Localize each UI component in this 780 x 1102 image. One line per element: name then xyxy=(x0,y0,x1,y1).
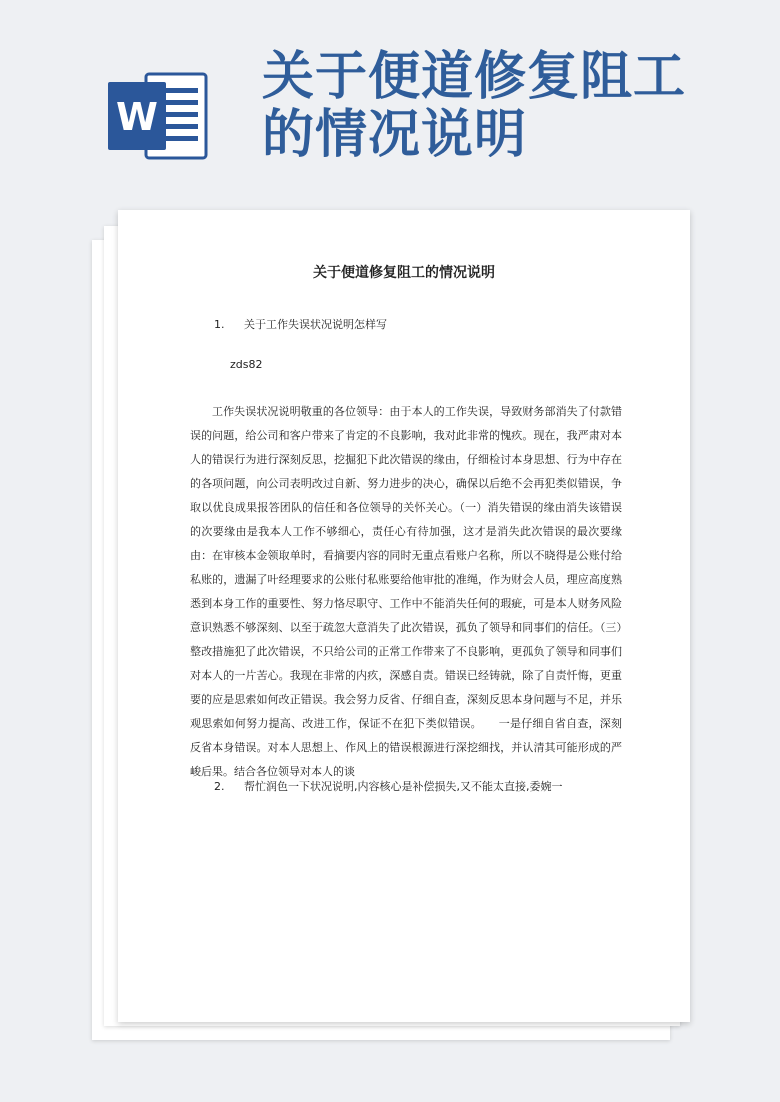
list-item-number: 1. xyxy=(214,318,225,331)
word-document-icon xyxy=(108,70,208,162)
banner-title-line-2: 的情况说明 xyxy=(262,105,528,165)
body-paragraph: 工作失误状况说明敬重的各位领导：由于本人的工作失误，导致财务部消失了付款错误的问题，给公司和客户带来了肯定的不良影响，我对此非常的愧疚。现在，我严肃对本人的错误行为进行深刻反思，挖掘犯下此次错误的缘由，仔细检讨本身思想、行为中存在的各项问题，向公司表明改过自新、努力进步的决心，确保以后绝不会再犯类似错误，争取以优良成果报答团队的信任和各位领导的关怀关心。（一）消失错误的缘由消失该错误的次要缘由是我本人工作不够细心，责任心有待加强，这才是消失此次错误的最次要缘由：在审核本金领取单时，看摘要内容的同时无重点看账户名称，所以不晓得是公账付给私账的，遗漏了叶经理要求的公账付私账要给他审批的准绳，作为财会人员，理应高度熟悉到本身工作的重要性、努力恪尽职守、工作中不能消失任何的瑕疵，可是本人财务风险意识熟悉不够深刻、以至于疏忽大意消失了此次错误，孤负了领导和同事们的信任。（三）整改措施犯了此次错误，不只给公司的正常工作带来了不良影响，更孤负了领导和同事们对本人的一片苦心。我现在非常的内疚，深感自责。错误已经铸就，除了自责忏悔，更重要的应是思索如何改正错误。我会努力反省、仔细自查，深刻反思本身问题与不足，并乐观思索如何努力提高、改进工作，保证不在犯下类似错误。 一是仔细自省自查，深刻反省本身错误。对本人思想上、作风上的错误根源进行深挖细找，并认清其可能形成的严峻后果。结合各位领导对本人的谈 xyxy=(190,405,622,778)
document-title: 关于便道修复阻工的情况说明 xyxy=(313,265,495,281)
list-item-1 xyxy=(214,316,387,332)
list-item-text: 关于工作失误状况说明怎样写 xyxy=(244,318,387,331)
banner-title-line-1: 关于便道修复阻工 xyxy=(262,47,687,107)
banner-title xyxy=(262,48,762,164)
document-page xyxy=(118,210,690,1022)
list-item-number: 2. xyxy=(214,780,225,793)
word-icon-letter: W xyxy=(116,95,158,139)
document-code: zds82 xyxy=(230,358,263,371)
list-item-text: 帮忙润色一下状况说明,内容核心是补偿损失,又不能太直接,委婉一 xyxy=(244,780,563,793)
list-item-2 xyxy=(214,778,563,794)
